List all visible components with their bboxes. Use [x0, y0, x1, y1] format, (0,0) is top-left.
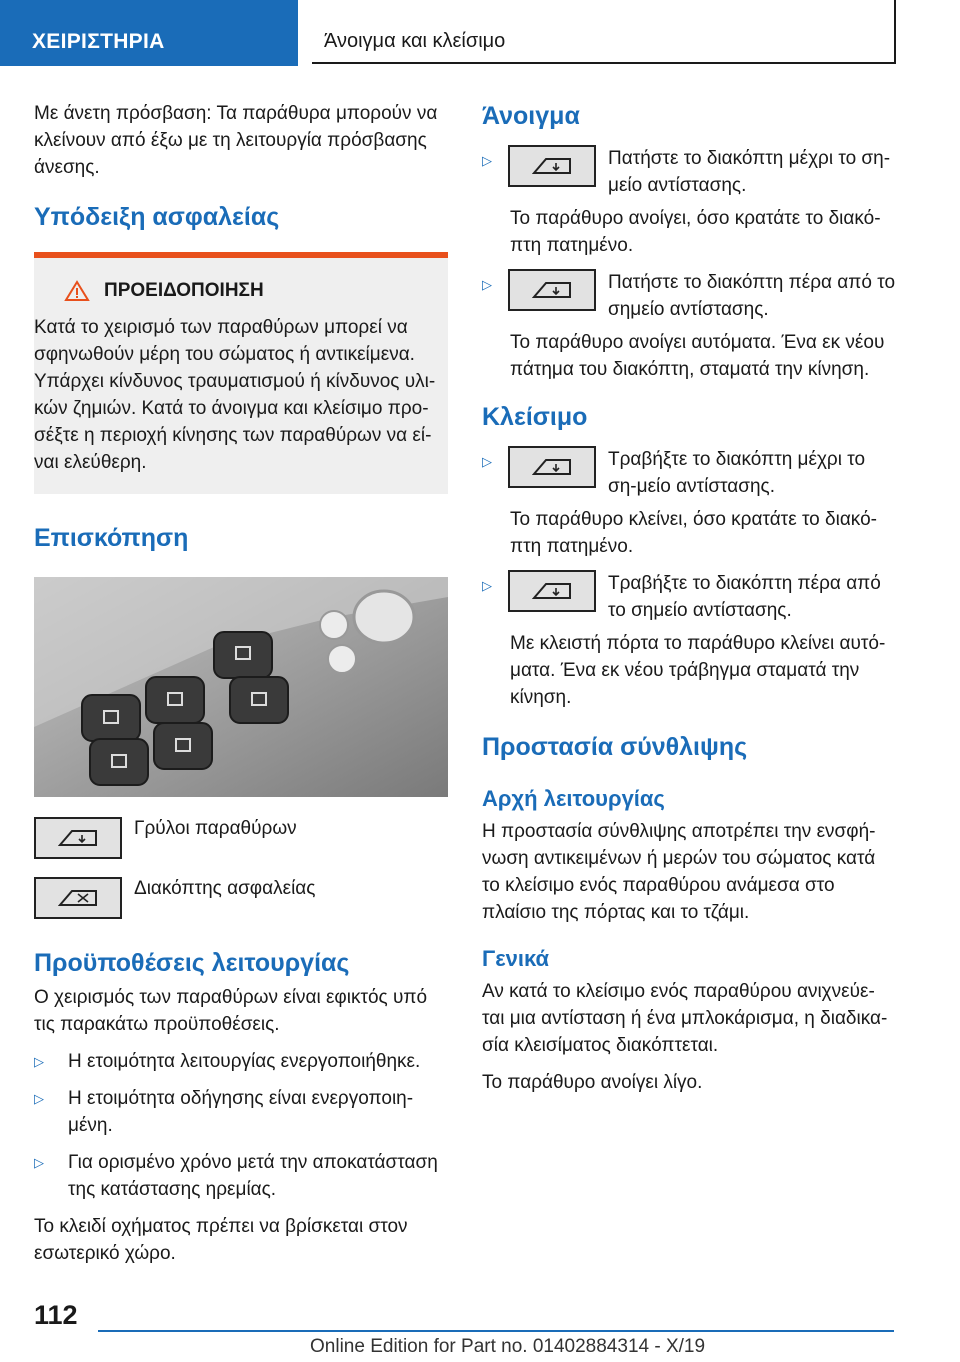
window-lifter-symbol-box — [508, 145, 596, 187]
triangle-right-icon: ▷ — [34, 1091, 44, 1106]
triangle-right-icon: ▷ — [482, 277, 492, 292]
warning-box — [34, 252, 448, 494]
safety-switch-icon — [58, 887, 98, 909]
close-step-1-text: Τραβήξτε το διακόπτη μέχρι το ση-μείο αντίστασης. — [608, 449, 866, 497]
window-switches-photo — [34, 577, 448, 797]
warning-icon — [64, 280, 90, 302]
intro-paragraph: Με άνετη πρόσβαση: Τα παράθυρα μπορούν να κλείνουν από έξω με τη λειτουργία πρόσβασης άνεσης. — [34, 103, 438, 178]
close-step-2-text: Τραβήξτε το διακόπτη πέρα από το σημείο αντίστασης. — [608, 573, 881, 621]
triangle-right-icon: ▷ — [34, 1155, 44, 1170]
prereq-bullet-2 — [34, 1085, 448, 1139]
open-heading: Άνοιγμα — [482, 102, 580, 130]
window-lifter-icon — [532, 456, 572, 478]
switch-panel-illustration — [34, 577, 448, 797]
prereq-bullet-text: Η ετοιμότητα οδήγησης είναι ενεργοποιη-μένη. — [68, 1088, 414, 1136]
window-lifter-icon — [532, 155, 572, 177]
window-lifter-icon — [532, 580, 572, 602]
pinch-protection-heading: Προστασία σύνθλιψης — [482, 733, 748, 761]
triangle-right-icon: ▷ — [482, 454, 492, 469]
open-step-1 — [482, 145, 896, 199]
left-column — [34, 98, 448, 1267]
open-step-2-text: Πατήστε το διακόπτη πέρα από το σημείο αντίστασης. — [608, 272, 896, 320]
prerequisites-heading: Προϋποθέσεις λειτουργίας — [34, 949, 350, 977]
general-heading: Γενικά — [482, 946, 550, 971]
safety-switch-symbol-box — [34, 877, 122, 919]
legend-safety-switch: Διακόπτης ασφαλείας — [134, 878, 316, 899]
prerequisites-text: Ο χειρισμός των παραθύρων είναι εφικτός υπό τις παρακάτω προϋποθέσεις. — [34, 987, 428, 1035]
window-lifter-symbol-box — [34, 817, 122, 859]
right-column — [482, 98, 896, 1096]
header-section-tab: ΧΕΙΡΙΣΤΗΡΙΑ — [0, 0, 298, 66]
prereq-bullet-3 — [34, 1149, 448, 1203]
open-result-1: Το παράθυρο ανοίγει, όσο κρατάτε το διακό-πτη πατημένο. — [510, 208, 881, 256]
triangle-right-icon: ▷ — [482, 153, 492, 168]
header-chapter-title: Άνοιγμα και κλείσιμο — [312, 0, 896, 64]
warning-text: Κατά το χειρισμό των παραθύρων μπορεί να σφηνωθούν μέρη του σώματος ή αντικείμενα. Υπάρχει κίνδυνος τραυματισμού ή κίνδυνος υλι-κών ζημιών. Κατά το άνοιγμα και κλείσιμο προ-σέξτε η περιοχή κίνησης των παραθύρων να εί-ναι ελεύθερη. — [34, 317, 436, 473]
footer-divider — [98, 1330, 894, 1332]
general-text: Αν κατά το κλείσιμο ενός παραθύρου ανιχνεύε-ται μια αντίσταση ή ένα μπλοκάρισμα, η διαδικα-σία κλεισίματος διακόπτεται. — [482, 981, 888, 1056]
legend-row-window-lifters — [34, 817, 448, 859]
triangle-right-icon: ▷ — [482, 578, 492, 593]
prereq-bullet-1 — [34, 1048, 448, 1075]
close-heading: Κλείσιμο — [482, 403, 588, 431]
window-lifter-icon — [532, 279, 572, 301]
general-text-2: Το παράθυρο ανοίγει λίγο. — [482, 1072, 703, 1093]
close-result-1: Το παράθυρο κλείνει, όσο κρατάτε το διακό-πτη πατημένο. — [510, 509, 877, 557]
warning-title-text: ΠΡΟΕΙΔΟΠΟΙΗΣΗ — [104, 280, 264, 301]
open-result-2: Το παράθυρο ανοίγει αυτόματα. Ένα εκ νέου πάτημα του διακόπτη, σταματά την κίνηση. — [510, 332, 885, 380]
close-result-2: Με κλειστή πόρτα το παράθυρο κλείνει αυτό-ματα. Ένα εκ νέου τράβηγμα σταματά την κίνηση. — [510, 633, 886, 708]
open-step-1-text: Πατήστε το διακόπτη μέχρι το ση-μείο αντίστασης. — [608, 148, 891, 196]
principle-text: Η προστασία σύνθλιψης αποτρέπει την ενσφή-νωση αντικειμένων ή μερών του σώματος κατά το κλείσιμο ενός παραθύρου ανάμεσα στο πλαίσιο της πόρτας και το τζάμι. — [482, 821, 876, 923]
page-number: 112 — [34, 1300, 78, 1330]
prereq-bullet-text: Για ορισμένο χρόνο μετά την αποκατάσταση της κατάστασης ηρεμίας. — [68, 1152, 438, 1200]
legend-window-lifters: Γρύλοι παραθύρων — [134, 818, 297, 839]
legend-row-safety-switch — [34, 877, 448, 919]
key-text: Το κλειδί οχήματος πρέπει να βρίσκεται στον εσωτερικό χώρο. — [34, 1216, 408, 1264]
safety-heading: Υπόδειξη ασφαλείας — [34, 203, 280, 231]
window-lifter-symbol-box — [508, 269, 596, 311]
prereq-bullet-text: Η ετοιμότητα λειτουργίας ενεργοποιήθηκε. — [68, 1051, 421, 1072]
window-lifter-icon — [58, 827, 98, 849]
close-step-2 — [482, 570, 896, 624]
warning-title — [64, 280, 436, 302]
close-step-1 — [482, 446, 896, 500]
window-lifter-symbol-box — [508, 570, 596, 612]
triangle-right-icon: ▷ — [34, 1054, 44, 1069]
principle-heading: Αρχή λειτουργίας — [482, 786, 665, 811]
window-lifter-symbol-box — [508, 446, 596, 488]
footer-edition: Online Edition for Part no. 01402884314 - X/19 — [310, 1336, 706, 1357]
overview-heading: Επισκόπηση — [34, 524, 189, 552]
open-step-2 — [482, 269, 896, 323]
